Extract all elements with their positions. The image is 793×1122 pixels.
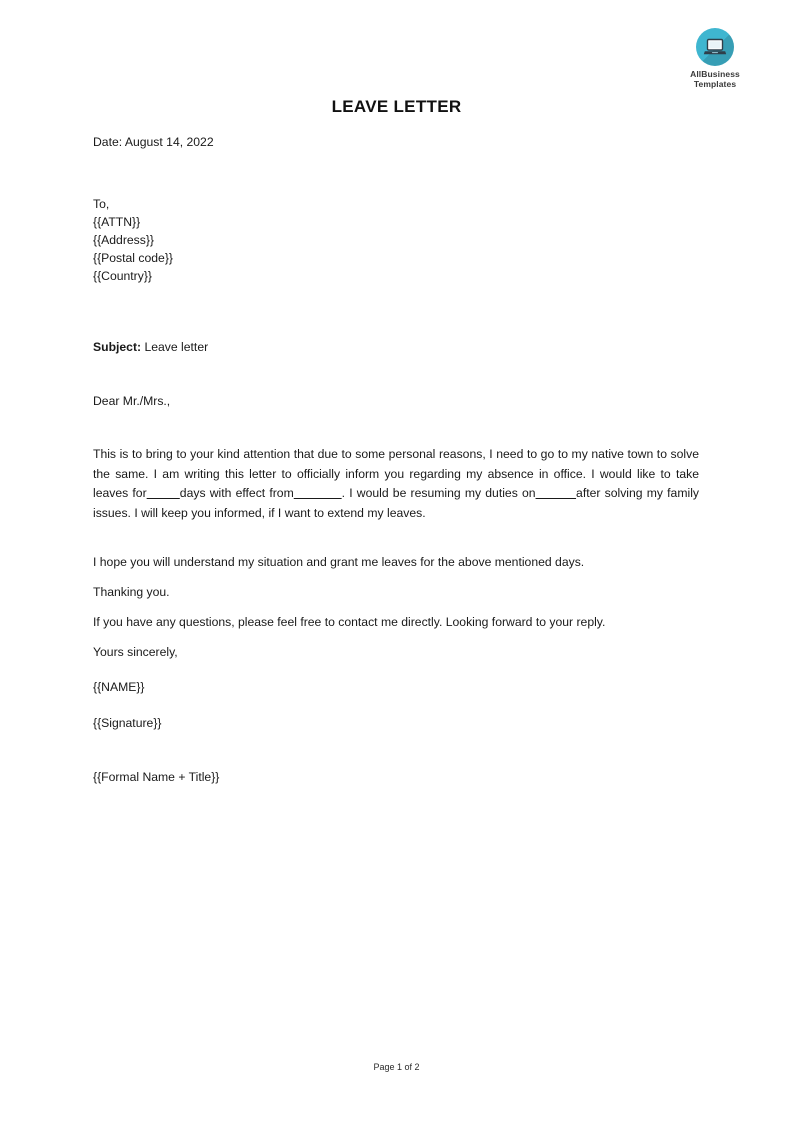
body-paragraph-thanking: Thanking you. bbox=[93, 585, 170, 599]
blank-field-days[interactable] bbox=[147, 486, 180, 500]
salutation: Dear Mr./Mrs., bbox=[93, 394, 171, 408]
body-text-segment: after solving my family issues. I will keep you informed, if I want to extend my leaves. bbox=[93, 486, 699, 520]
body-text-segment: . I would be resuming my duties on bbox=[341, 486, 536, 500]
signature-placeholder: {{Signature}} bbox=[93, 716, 162, 730]
logo-line-2: Templates bbox=[693, 79, 737, 89]
body-paragraph-questions: If you have any questions, please feel free to contact me directly. Looking forward to your reply. bbox=[93, 615, 606, 629]
blank-field-start-date[interactable] bbox=[294, 486, 342, 500]
blank-field-return-date[interactable] bbox=[536, 486, 577, 500]
letter-body bbox=[93, 133, 699, 784]
page-title: LEAVE LETTER bbox=[331, 97, 462, 116]
address-line: {{Postal code}} bbox=[93, 251, 173, 265]
page-footer: Page 1 of 2 bbox=[373, 1062, 420, 1072]
address-line: To, bbox=[93, 197, 110, 211]
body-text-segment: days with effect from bbox=[179, 486, 294, 500]
logo-circle bbox=[696, 28, 734, 66]
logo-wordmark bbox=[676, 69, 754, 89]
address-line: {{ATTN}} bbox=[93, 215, 141, 229]
formal-name-title: {{Formal Name + Title}} bbox=[93, 770, 220, 784]
laptop-icon bbox=[703, 38, 727, 56]
subject-line bbox=[93, 338, 208, 358]
body-paragraph-hope: I hope you will understand my situation and grant me leaves for the above mentioned days. bbox=[93, 555, 585, 569]
recipient-address-block bbox=[93, 195, 173, 285]
signer-name: {{NAME}} bbox=[93, 680, 145, 694]
closing-line: Yours sincerely, bbox=[93, 645, 178, 659]
logo-line-1: AllBusiness bbox=[690, 69, 740, 79]
date-line: Date: August 14, 2022 bbox=[93, 135, 214, 149]
address-line: {{Country}} bbox=[93, 269, 152, 283]
body-paragraph-main bbox=[93, 445, 699, 523]
subject-value: Leave letter bbox=[144, 340, 209, 354]
address-line: {{Address}} bbox=[93, 233, 154, 247]
allbusiness-templates-logo bbox=[676, 28, 754, 89]
subject-label: Subject: bbox=[93, 340, 142, 354]
body-text-segment: This is to bring to your kind attention that due to some personal reasons, I need to go to my native town to solve the same. I am writing this letter to officially inform you regarding my absence in office. I would like to take leaves for bbox=[93, 447, 699, 500]
